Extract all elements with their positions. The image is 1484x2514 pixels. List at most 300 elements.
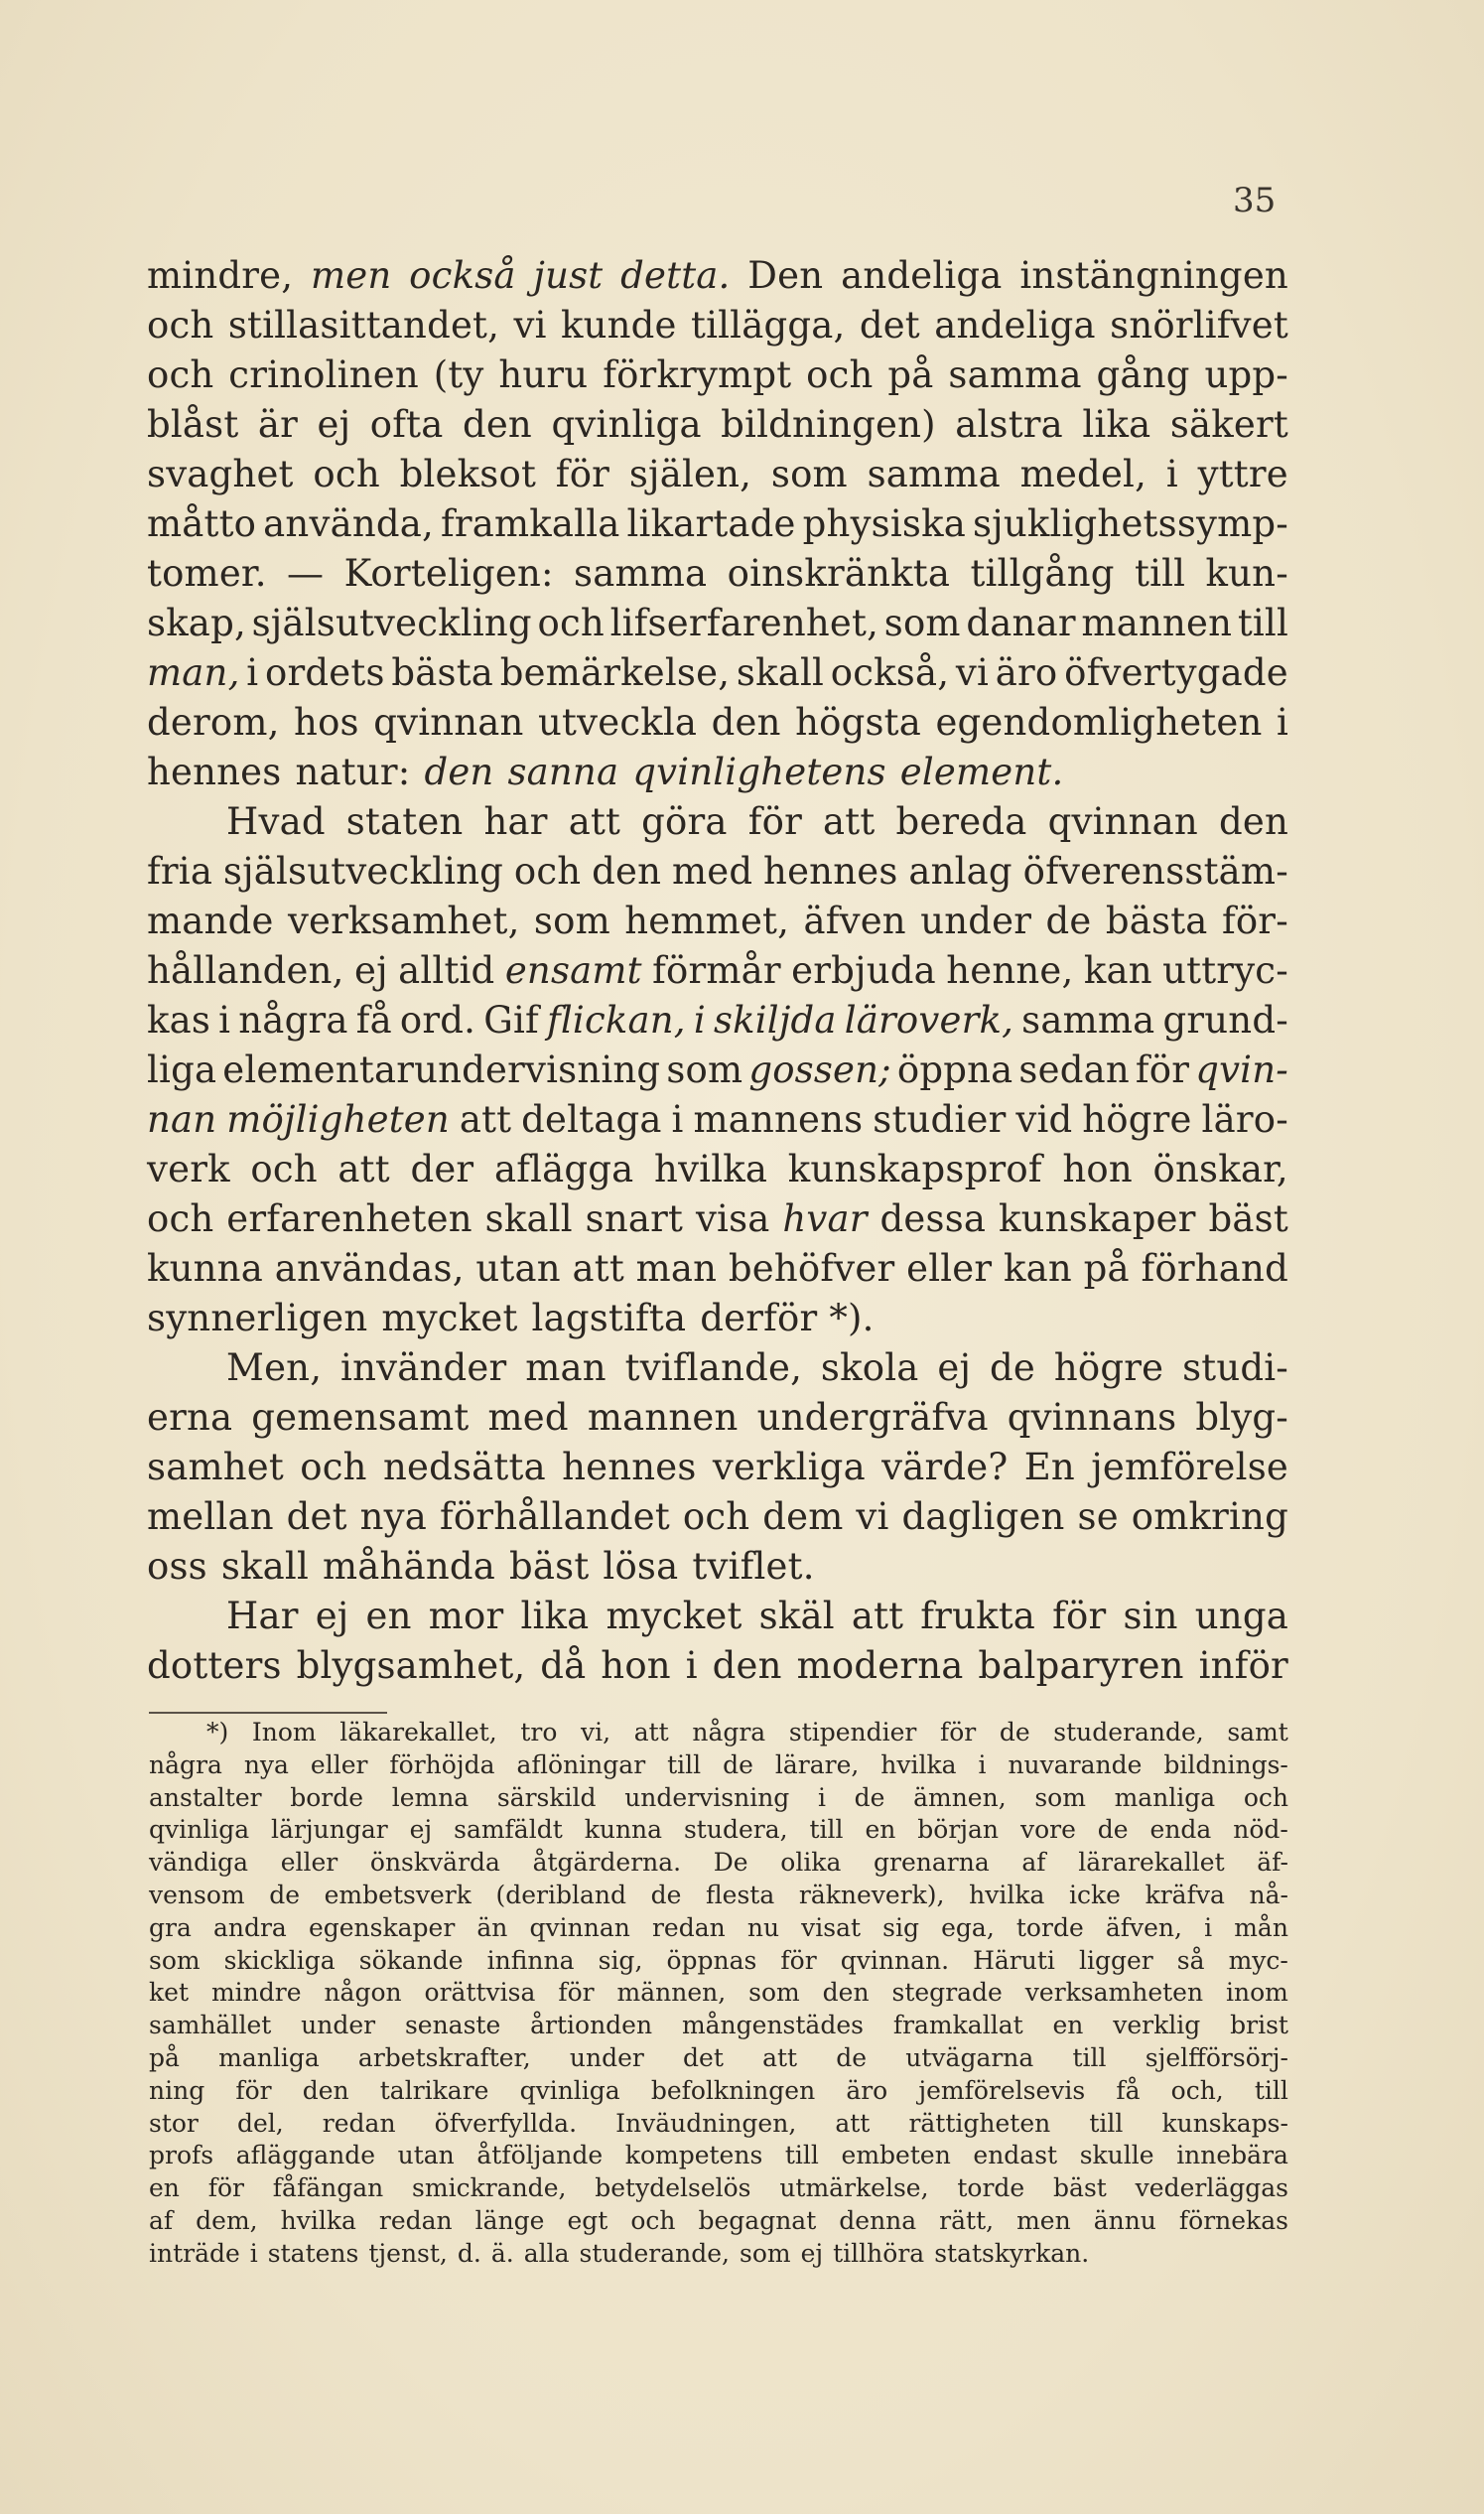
word: erfarenheten (226, 1197, 472, 1240)
word: själen, (628, 453, 752, 495)
word: själsutveckling (251, 602, 532, 644)
text-line (147, 1046, 1288, 1095)
word: och (313, 453, 380, 495)
word: också, (830, 651, 950, 694)
word: man (635, 1247, 718, 1290)
word: mellan (147, 1495, 274, 1538)
word: af (149, 2205, 174, 2235)
word: lemna (391, 1782, 470, 1812)
word: dagligen (901, 1495, 1065, 1538)
word: alltid (398, 949, 495, 992)
word: samhet (147, 1446, 284, 1488)
word: samma (574, 552, 708, 595)
word: fria (147, 850, 213, 893)
word: den (462, 403, 532, 446)
word: man, (147, 651, 240, 694)
word: utan (475, 1247, 561, 1290)
word: att (633, 1718, 669, 1746)
word: mycket (606, 1595, 742, 1637)
word: egendomligheten (935, 701, 1263, 744)
word: denna (839, 2205, 917, 2235)
word: tviflet. (692, 1545, 815, 1588)
word: der (410, 1148, 474, 1190)
word: åtgärderna. (532, 1848, 682, 1878)
word: ensamt (504, 949, 642, 992)
word: lika (520, 1595, 590, 1637)
word: hennes (763, 850, 898, 893)
word: ning (149, 2075, 205, 2105)
word: erbjuda (791, 949, 936, 992)
word: Den (747, 254, 824, 297)
word: mån (1234, 1912, 1288, 1942)
word: som (1034, 1782, 1086, 1812)
word: inför (1198, 1644, 1288, 1687)
footnote-line (149, 1717, 1288, 1749)
word: Gif (483, 999, 539, 1042)
word: äfven (803, 900, 906, 942)
word: mindre, (147, 254, 294, 297)
word: några (149, 1749, 222, 1779)
word: lagstifta (531, 1297, 687, 1339)
word: frukta (920, 1595, 1036, 1637)
text-line (147, 797, 1288, 847)
word: som (748, 1978, 800, 2008)
word: torde (957, 2173, 1025, 2203)
word: lösa (603, 1545, 679, 1588)
word: måhända (323, 1545, 496, 1588)
word: mindre (210, 1978, 302, 2008)
footnote-line (149, 2010, 1288, 2042)
word: qvinnan (529, 1912, 630, 1942)
word: och (537, 602, 605, 644)
word: mor (428, 1595, 504, 1637)
word: En (1023, 1446, 1075, 1488)
text-line (147, 1145, 1288, 1194)
word: vensom (149, 1880, 245, 1909)
word: till (667, 1749, 702, 1779)
word: statskyrkan. (934, 2238, 1090, 2268)
word: utmärkelse, (779, 2173, 929, 2203)
word: qvinnans (1007, 1396, 1177, 1439)
word: mannen (587, 1396, 739, 1439)
text-line (147, 350, 1288, 400)
page-number: 35 (1233, 181, 1277, 220)
word: ega, (941, 1912, 995, 1942)
word: hvilka (654, 1148, 768, 1190)
footnote-line (149, 2075, 1288, 2108)
word: samfäldt (454, 1815, 563, 1845)
word: physiska (802, 502, 966, 545)
word: infinna (486, 1945, 575, 1975)
word: endast (973, 2141, 1058, 2170)
word: utvägarna (905, 2042, 1034, 2072)
word: att (823, 800, 876, 843)
word: som (149, 1945, 201, 1975)
word: qvinliga (551, 403, 702, 446)
word: ordets (265, 651, 385, 694)
word: inom (1226, 1978, 1288, 2008)
word: bleksot (399, 453, 537, 495)
word: som (533, 900, 610, 942)
word: borde (290, 1782, 364, 1812)
word: hvilka (880, 1749, 957, 1779)
word: skickliga (223, 1945, 336, 1975)
word: gossen; (748, 1048, 891, 1091)
footnote-line (149, 2238, 1288, 2271)
word: visa (695, 1197, 770, 1240)
word: invänder (340, 1346, 507, 1389)
word: Korteligen: (343, 552, 554, 595)
word: rätt, (939, 2205, 995, 2235)
text-line (147, 698, 1288, 748)
word: nu (746, 1912, 780, 1942)
word: medel, (1019, 453, 1147, 495)
word: enda (1149, 1815, 1212, 1845)
word: behöfver (728, 1247, 895, 1290)
word: aflägga (493, 1148, 634, 1190)
text-line (147, 1194, 1288, 1244)
word: läkarekallet, (339, 1718, 497, 1746)
word: ligger (1078, 1945, 1153, 1975)
text-line (147, 499, 1288, 549)
word: till (1254, 2075, 1288, 2105)
word: ket (149, 1978, 189, 2008)
word: har (483, 800, 548, 843)
word: under (569, 2042, 644, 2072)
word: upp- (1204, 353, 1288, 396)
word: lärare, (774, 1749, 860, 1779)
word: under (301, 2011, 376, 2040)
word: och (630, 2205, 676, 2235)
word: embetsverk (324, 1880, 472, 1909)
word: lifserfarenhet, (609, 602, 879, 644)
word: egenskaper (308, 1912, 456, 1942)
word: förhållandet (439, 1495, 670, 1538)
word: mande (147, 900, 274, 942)
word: äfven, (1105, 1912, 1182, 1942)
word: på (1083, 1247, 1130, 1290)
text-line (147, 251, 1288, 301)
word: ej (937, 1346, 972, 1389)
word: stor (149, 2108, 199, 2138)
word: förhand (1141, 1247, 1288, 1290)
word: likartade (626, 502, 796, 545)
word: nöd- (1233, 1815, 1288, 1845)
word: de (650, 1880, 682, 1909)
word: skall (736, 651, 825, 694)
text-line (147, 1393, 1288, 1443)
word: få (355, 999, 392, 1042)
word: för (1135, 1048, 1190, 1091)
word: dem, (196, 2205, 258, 2235)
word: kunna (147, 1247, 263, 1290)
word: erna (147, 1396, 233, 1439)
word: andeliga (934, 304, 1096, 347)
word: nya (359, 1495, 428, 1538)
word: tro (520, 1718, 558, 1746)
word: äf- (1257, 1848, 1288, 1878)
word: instängningen (1019, 254, 1288, 297)
word: läro- (1201, 1098, 1288, 1141)
word: danar (966, 602, 1076, 644)
word: tviflande, (624, 1346, 803, 1389)
word: statens (267, 2238, 359, 2268)
word: framkallat (892, 2011, 1023, 2040)
word: tillgång (970, 552, 1115, 595)
word: stegrade (891, 1978, 1003, 2008)
word: högre (1082, 1098, 1192, 1141)
word: flesta (706, 1880, 775, 1909)
word: förhöjda (389, 1749, 495, 1779)
word: mångenstädes (681, 2011, 864, 2040)
word: nedsätta (382, 1446, 546, 1488)
word: jemförelse (1091, 1446, 1288, 1488)
word: till (1072, 2042, 1107, 2072)
footnote-line (149, 1749, 1288, 1782)
word: och (513, 850, 582, 893)
text-line (147, 1641, 1288, 1691)
word: snart (585, 1197, 684, 1240)
word: jemförelsevis (918, 2075, 1086, 2105)
word: vederläggas (1135, 2173, 1288, 2203)
word: särskild (496, 1782, 597, 1812)
word: lärjungar (271, 1815, 388, 1845)
word: öfverfyllda. (434, 2108, 578, 2138)
word: räkneverk), (798, 1880, 945, 1909)
word: blygsamhet, (296, 1644, 526, 1687)
word: vändiga (149, 1848, 249, 1878)
word: dessa (879, 1197, 987, 1240)
word: länge (474, 2205, 545, 2235)
word: också (409, 254, 516, 297)
word: manliga (218, 2042, 320, 2072)
text-line (147, 996, 1288, 1046)
word: användas, (274, 1247, 465, 1290)
word: deltaga (521, 1098, 662, 1141)
word: använda, (263, 502, 434, 545)
word: andra (212, 1912, 287, 1942)
word: eller (310, 1749, 368, 1779)
footnote-line (149, 1814, 1288, 1847)
word: qvinnan (1047, 800, 1198, 843)
word: samhället (149, 2011, 272, 2040)
word: mycket (381, 1297, 518, 1339)
text-line (147, 599, 1288, 648)
word: bästa (391, 651, 494, 694)
word: svaghet (147, 453, 294, 495)
word: den (424, 751, 494, 793)
word: är (257, 403, 299, 446)
word: stipendier (788, 1718, 917, 1746)
word: nan (147, 1098, 217, 1141)
word: — (287, 552, 325, 595)
word: önskvärda (369, 1848, 500, 1878)
word: att (337, 1148, 390, 1190)
word: till (809, 1815, 844, 1845)
word: bildningen) (721, 403, 936, 446)
word: ej (317, 403, 351, 446)
word: anlag (908, 850, 1012, 893)
word: De (713, 1848, 748, 1878)
word: årtionden (530, 2011, 653, 2040)
word: skola (820, 1346, 919, 1389)
word: i (817, 1782, 826, 1812)
word: och, (1170, 2075, 1224, 2105)
word: då (540, 1644, 587, 1687)
word: fåfängan (272, 2173, 384, 2203)
word: kunde (560, 304, 677, 347)
word: i (249, 2238, 258, 2268)
word: senaste (404, 2011, 501, 2040)
text-line (147, 897, 1288, 946)
word: samma (948, 353, 1082, 396)
word: göra (641, 800, 728, 843)
word: någon (324, 1978, 402, 2008)
text-line (147, 1343, 1288, 1393)
word: möjligheten (226, 1098, 450, 1141)
text-line (147, 1592, 1288, 1641)
word: unga (1194, 1595, 1288, 1637)
word: talrikare (379, 2075, 489, 2105)
word: tjenst, (368, 2238, 448, 2268)
word: skiljda (713, 999, 837, 1042)
word: i (978, 1749, 987, 1779)
word: en (365, 1595, 412, 1637)
word: studerande, (579, 2238, 730, 2268)
footnote-line (149, 1912, 1288, 1945)
word: moderna (796, 1644, 964, 1687)
word: visat (801, 1912, 862, 1942)
word: det (859, 304, 920, 347)
word: verksamhet, (287, 900, 520, 942)
word: (deribland (495, 1880, 626, 1909)
word: hvilka (969, 1880, 1045, 1909)
word: utan (397, 2141, 455, 2170)
word: bildnings- (1163, 1749, 1288, 1779)
word: vore (1019, 1815, 1076, 1845)
word: mannen (1081, 602, 1233, 644)
word: redan (651, 1912, 726, 1942)
word: den (822, 1978, 870, 2008)
word: skap, (147, 602, 246, 644)
word: mannens (693, 1098, 864, 1141)
word: yttre (1197, 453, 1288, 495)
word: på (887, 353, 934, 396)
word: i (1165, 453, 1178, 495)
word: hvilka (280, 2205, 356, 2235)
word: i (1204, 1912, 1213, 1942)
footnote-line (149, 1945, 1288, 1978)
word: nå- (1249, 1880, 1288, 1909)
word: gemensamt (251, 1396, 470, 1439)
footnote-line (149, 1782, 1288, 1815)
word: i (246, 651, 259, 694)
word: den (711, 701, 781, 744)
word: ännu (1093, 2205, 1156, 2235)
word: studerande, (1053, 1718, 1204, 1746)
word: utveckla (538, 701, 698, 744)
word: de (1097, 1815, 1129, 1845)
text-line (147, 549, 1288, 599)
word: undergräfva (756, 1396, 989, 1439)
word: *) (206, 1718, 229, 1746)
text-line (147, 847, 1288, 897)
word: qvinlighetens (632, 751, 886, 793)
word: för (235, 2075, 272, 2105)
word: i (685, 1644, 698, 1687)
word: under (920, 900, 1032, 942)
word: studier (873, 1098, 1007, 1141)
word: äro (846, 2075, 888, 2105)
word: sin (1123, 1595, 1178, 1637)
word: kunskaper (999, 1197, 1196, 1240)
word: de (836, 2042, 868, 2072)
word: med (671, 850, 753, 893)
word: brist (1230, 2011, 1288, 2040)
word: de (723, 1749, 753, 1779)
word: för- (1221, 900, 1288, 942)
word: synnerligen (147, 1297, 368, 1339)
word: att (459, 1098, 512, 1141)
word: som (666, 1048, 743, 1091)
word: och (806, 353, 874, 396)
word: element. (899, 751, 1064, 793)
word: Häruti (973, 1945, 1055, 1975)
footnote-line (149, 2042, 1288, 2075)
word: oss (147, 1545, 207, 1588)
word: skulle (1079, 2141, 1154, 2170)
word: andeliga (841, 254, 1003, 297)
word: sig, (598, 1945, 643, 1975)
word: liga (147, 1048, 217, 1091)
word: och (250, 1148, 318, 1190)
word: sjelfförsörj- (1145, 2042, 1288, 2072)
word: de (999, 1718, 1030, 1746)
word: och (147, 353, 214, 396)
word: skall (220, 1545, 309, 1588)
word: bäst (1053, 2173, 1107, 2203)
word: ej (353, 949, 388, 992)
word: kunskapsprof (787, 1148, 1042, 1190)
word: innebära (1176, 2141, 1288, 2170)
word: skäl (758, 1595, 835, 1637)
word: öppna (896, 1048, 1013, 1091)
word: studera, (683, 1815, 788, 1845)
word: elementarundervisning (222, 1048, 661, 1091)
footnote-line (149, 1847, 1288, 1880)
word: vi (513, 304, 547, 347)
word: framkalla (440, 502, 620, 545)
text-line (147, 1492, 1288, 1542)
word: hon (601, 1644, 671, 1687)
word: manliga (1114, 1782, 1216, 1812)
word: den (592, 850, 662, 893)
word: stillasittandet, (227, 304, 500, 347)
text-line (147, 400, 1288, 450)
word: det (286, 1495, 347, 1538)
word: ej (409, 1815, 433, 1845)
word: öfverensstäm- (1022, 850, 1288, 893)
word: just (533, 254, 604, 297)
word: torde (1015, 1912, 1084, 1942)
word: derom, (147, 701, 280, 744)
word: få (1116, 2075, 1141, 2105)
word: värde? (881, 1446, 1009, 1488)
word: myc- (1228, 1945, 1288, 1975)
word: se (1077, 1495, 1119, 1538)
word: i (1276, 701, 1288, 744)
text-line (147, 748, 1288, 797)
